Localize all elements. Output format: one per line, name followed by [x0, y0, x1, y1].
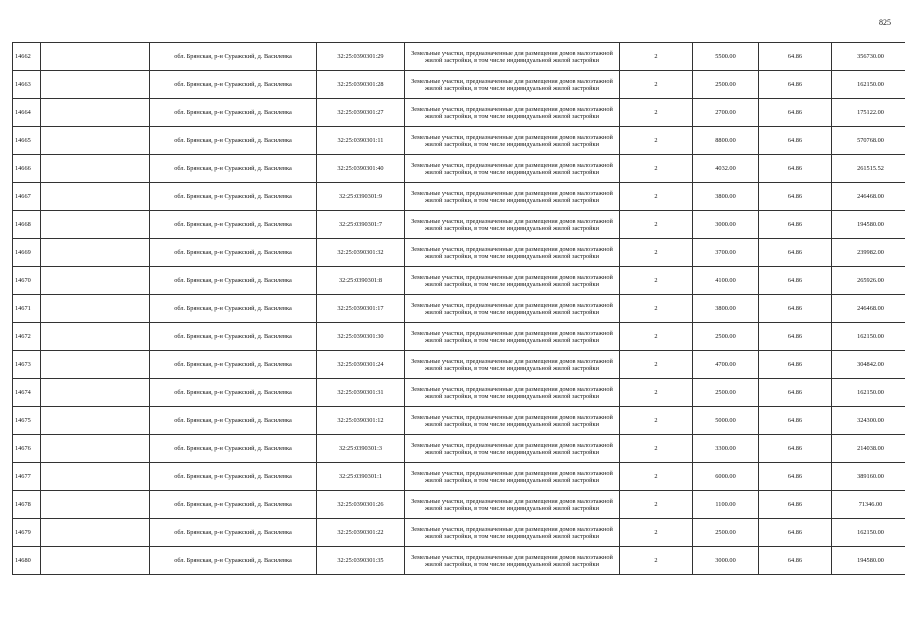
- rate-cell: 64.86: [759, 295, 832, 323]
- cadastral-value-cell: 389160.00: [832, 463, 905, 491]
- rate-cell: 64.86: [759, 239, 832, 267]
- table-row: [13, 379, 905, 407]
- area-cell: 3800.00: [693, 183, 759, 211]
- page-number: 825: [879, 18, 891, 27]
- rate-cell: 64.86: [759, 155, 832, 183]
- rate-cell: 64.86: [759, 351, 832, 379]
- cadastral-number-cell: 32:25:0390301:27: [317, 99, 405, 127]
- rate-cell: 64.86: [759, 379, 832, 407]
- cadastral-number-cell: 32:25:0390301:26: [317, 491, 405, 519]
- address-cell: обл. Брянская, р-н Суражский, д. Василевка: [150, 323, 317, 351]
- category-cell: 2: [620, 407, 693, 435]
- address-cell: обл. Брянская, р-н Суражский, д. Василевка: [150, 267, 317, 295]
- table-row: [13, 183, 905, 211]
- address-cell: обл. Брянская, р-н Суражский, д. Василевка: [150, 491, 317, 519]
- category-cell: 2: [620, 351, 693, 379]
- row-spacer: [41, 211, 150, 239]
- cadastral-value-cell: 304842.00: [832, 351, 905, 379]
- row-spacer: [41, 239, 150, 267]
- cadastral-number-cell: 32:25:0390301:8: [317, 267, 405, 295]
- land-use-cell: Земельные участки, предназначенные для размещения домов малоэтажной жилой застройки, в том числе индивидуальной жилой застройки: [405, 323, 620, 351]
- table-row: [13, 267, 905, 295]
- table-row: [13, 323, 905, 351]
- row-spacer: [41, 351, 150, 379]
- address-cell: обл. Брянская, р-н Суражский, д. Василевка: [150, 155, 317, 183]
- category-cell: 2: [620, 71, 693, 99]
- address-cell: обл. Брянская, р-н Суражский, д. Василевка: [150, 211, 317, 239]
- rate-cell: 64.86: [759, 519, 832, 547]
- table-row: [13, 547, 905, 575]
- table-row: [13, 71, 905, 99]
- row-spacer: [41, 547, 150, 575]
- category-cell: 2: [620, 295, 693, 323]
- address-cell: обл. Брянская, р-н Суражский, д. Василевка: [150, 99, 317, 127]
- area-cell: 5500.00: [693, 43, 759, 71]
- cadastral-value-cell: 194580.00: [832, 547, 905, 575]
- table-row: [13, 211, 905, 239]
- table-row: [13, 491, 905, 519]
- row-spacer: [41, 379, 150, 407]
- area-cell: 4100.00: [693, 267, 759, 295]
- row-number: 14678: [13, 491, 41, 519]
- address-cell: обл. Брянская, р-н Суражский, д. Василевка: [150, 295, 317, 323]
- row-number: 14677: [13, 463, 41, 491]
- land-use-cell: Земельные участки, предназначенные для размещения домов малоэтажной жилой застройки, в том числе индивидуальной жилой застройки: [405, 491, 620, 519]
- address-cell: обл. Брянская, р-н Суражский, д. Василевка: [150, 351, 317, 379]
- table-row: [13, 351, 905, 379]
- row-number: 14671: [13, 295, 41, 323]
- row-number: 14670: [13, 267, 41, 295]
- cadastral-value-cell: 214038.00: [832, 435, 905, 463]
- rate-cell: 64.86: [759, 71, 832, 99]
- area-cell: 6000.00: [693, 463, 759, 491]
- rate-cell: 64.86: [759, 43, 832, 71]
- rate-cell: 64.86: [759, 435, 832, 463]
- land-use-cell: Земельные участки, предназначенные для размещения домов малоэтажной жилой застройки, в том числе индивидуальной жилой застройки: [405, 407, 620, 435]
- category-cell: 2: [620, 379, 693, 407]
- table-row: [13, 519, 905, 547]
- land-use-cell: Земельные участки, предназначенные для размещения домов малоэтажной жилой застройки, в том числе индивидуальной жилой застройки: [405, 183, 620, 211]
- address-cell: обл. Брянская, р-н Суражский, д. Василевка: [150, 183, 317, 211]
- land-use-cell: Земельные участки, предназначенные для размещения домов малоэтажной жилой застройки, в том числе индивидуальной жилой застройки: [405, 99, 620, 127]
- area-cell: 2500.00: [693, 71, 759, 99]
- land-use-cell: Земельные участки, предназначенные для размещения домов малоэтажной жилой застройки, в том числе индивидуальной жилой застройки: [405, 519, 620, 547]
- land-use-cell: Земельные участки, предназначенные для размещения домов малоэтажной жилой застройки, в том числе индивидуальной жилой застройки: [405, 379, 620, 407]
- cadastral-value-cell: 356730.00: [832, 43, 905, 71]
- cadastral-value-cell: 71346.00: [832, 491, 905, 519]
- cadastral-value-cell: 265926.00: [832, 267, 905, 295]
- address-cell: обл. Брянская, р-н Суражский, д. Василевка: [150, 379, 317, 407]
- rate-cell: 64.86: [759, 491, 832, 519]
- area-cell: 2500.00: [693, 323, 759, 351]
- cadastral-number-cell: 32:25:0390301:1: [317, 463, 405, 491]
- row-number: 14674: [13, 379, 41, 407]
- row-spacer: [41, 43, 150, 71]
- rate-cell: 64.86: [759, 183, 832, 211]
- cadastral-number-cell: 32:25:0390301:3: [317, 435, 405, 463]
- row-number: 14669: [13, 239, 41, 267]
- cadastral-number-cell: 32:25:0390301:22: [317, 519, 405, 547]
- row-spacer: [41, 127, 150, 155]
- cadastral-number-cell: 32:25:0390301:30: [317, 323, 405, 351]
- cadastral-value-cell: 162150.00: [832, 379, 905, 407]
- row-spacer: [41, 155, 150, 183]
- table-row: [13, 295, 905, 323]
- cadastral-number-cell: 32:25:0390301:7: [317, 211, 405, 239]
- row-spacer: [41, 295, 150, 323]
- category-cell: 2: [620, 323, 693, 351]
- land-use-cell: Земельные участки, предназначенные для размещения домов малоэтажной жилой застройки, в том числе индивидуальной жилой застройки: [405, 295, 620, 323]
- area-cell: 2500.00: [693, 519, 759, 547]
- row-number: 14666: [13, 155, 41, 183]
- area-cell: 1100.00: [693, 491, 759, 519]
- cadastral-number-cell: 32:25:0390301:12: [317, 407, 405, 435]
- row-number: 14663: [13, 71, 41, 99]
- rate-cell: 64.86: [759, 267, 832, 295]
- category-cell: 2: [620, 127, 693, 155]
- area-cell: 2700.00: [693, 99, 759, 127]
- table-row: [13, 127, 905, 155]
- category-cell: 2: [620, 43, 693, 71]
- rate-cell: 64.86: [759, 463, 832, 491]
- cadastral-number-cell: 32:25:0390301:11: [317, 127, 405, 155]
- cadastral-value-cell: 162150.00: [832, 519, 905, 547]
- row-spacer: [41, 183, 150, 211]
- row-number: 14662: [13, 43, 41, 71]
- category-cell: 2: [620, 239, 693, 267]
- row-number: 14675: [13, 407, 41, 435]
- land-use-cell: Земельные участки, предназначенные для размещения домов малоэтажной жилой застройки, в том числе индивидуальной жилой застройки: [405, 547, 620, 575]
- cadastral-value-cell: 570768.00: [832, 127, 905, 155]
- category-cell: 2: [620, 183, 693, 211]
- table-row: [13, 43, 905, 71]
- category-cell: 2: [620, 155, 693, 183]
- cadastral-number-cell: 32:25:0390301:31: [317, 379, 405, 407]
- rate-cell: 64.86: [759, 323, 832, 351]
- land-use-cell: Земельные участки, предназначенные для размещения домов малоэтажной жилой застройки, в том числе индивидуальной жилой застройки: [405, 463, 620, 491]
- area-cell: 3300.00: [693, 435, 759, 463]
- area-cell: 4700.00: [693, 351, 759, 379]
- land-use-cell: Земельные участки, предназначенные для размещения домов малоэтажной жилой застройки, в том числе индивидуальной жилой застройки: [405, 71, 620, 99]
- address-cell: обл. Брянская, р-н Суражский, д. Василевка: [150, 519, 317, 547]
- rate-cell: 64.86: [759, 547, 832, 575]
- row-number: 14672: [13, 323, 41, 351]
- table-row: [13, 239, 905, 267]
- table-body: [13, 43, 905, 575]
- address-cell: обл. Брянская, р-н Суражский, д. Василевка: [150, 435, 317, 463]
- table-row: [13, 463, 905, 491]
- cadastral-value-cell: 239982.00: [832, 239, 905, 267]
- area-cell: 3000.00: [693, 547, 759, 575]
- row-spacer: [41, 323, 150, 351]
- address-cell: обл. Брянская, р-н Суражский, д. Василевка: [150, 239, 317, 267]
- cadastral-value-cell: 194580.00: [832, 211, 905, 239]
- cadastral-number-cell: 32:25:0390301:24: [317, 351, 405, 379]
- land-use-cell: Земельные участки, предназначенные для размещения домов малоэтажной жилой застройки, в том числе индивидуальной жилой застройки: [405, 267, 620, 295]
- area-cell: 4032.00: [693, 155, 759, 183]
- row-spacer: [41, 267, 150, 295]
- category-cell: 2: [620, 211, 693, 239]
- address-cell: обл. Брянская, р-н Суражский, д. Василевка: [150, 463, 317, 491]
- cadastral-value-cell: 246468.00: [832, 295, 905, 323]
- cadastral-number-cell: 32:25:0390301:29: [317, 43, 405, 71]
- row-number: 14668: [13, 211, 41, 239]
- cadastral-value-cell: 162150.00: [832, 323, 905, 351]
- row-spacer: [41, 519, 150, 547]
- cadastral-value-table: [12, 42, 905, 575]
- address-cell: обл. Брянская, р-н Суражский, д. Василевка: [150, 127, 317, 155]
- rate-cell: 64.86: [759, 127, 832, 155]
- cadastral-value-cell: 261515.52: [832, 155, 905, 183]
- table-row: [13, 407, 905, 435]
- cadastral-number-cell: 32:25:0390301:35: [317, 547, 405, 575]
- land-use-cell: Земельные участки, предназначенные для размещения домов малоэтажной жилой застройки, в том числе индивидуальной жилой застройки: [405, 239, 620, 267]
- area-cell: 3700.00: [693, 239, 759, 267]
- table-row: [13, 99, 905, 127]
- address-cell: обл. Брянская, р-н Суражский, д. Василевка: [150, 407, 317, 435]
- rate-cell: 64.86: [759, 211, 832, 239]
- address-cell: обл. Брянская, р-н Суражский, д. Василевка: [150, 71, 317, 99]
- area-cell: 2500.00: [693, 379, 759, 407]
- area-cell: 3000.00: [693, 211, 759, 239]
- category-cell: 2: [620, 463, 693, 491]
- category-cell: 2: [620, 491, 693, 519]
- row-number: 14665: [13, 127, 41, 155]
- cadastral-number-cell: 32:25:0390301:17: [317, 295, 405, 323]
- row-number: 14664: [13, 99, 41, 127]
- row-number: 14667: [13, 183, 41, 211]
- category-cell: 2: [620, 547, 693, 575]
- row-spacer: [41, 435, 150, 463]
- cadastral-number-cell: 32:25:0390301:32: [317, 239, 405, 267]
- area-cell: 3800.00: [693, 295, 759, 323]
- row-spacer: [41, 99, 150, 127]
- row-number: 14676: [13, 435, 41, 463]
- cadastral-value-cell: 324300.00: [832, 407, 905, 435]
- cadastral-value-cell: 175122.00: [832, 99, 905, 127]
- rate-cell: 64.86: [759, 407, 832, 435]
- land-use-cell: Земельные участки, предназначенные для размещения домов малоэтажной жилой застройки, в том числе индивидуальной жилой застройки: [405, 211, 620, 239]
- category-cell: 2: [620, 267, 693, 295]
- row-spacer: [41, 491, 150, 519]
- table-row: [13, 435, 905, 463]
- area-cell: 8800.00: [693, 127, 759, 155]
- row-spacer: [41, 463, 150, 491]
- cadastral-number-cell: 32:25:0390301:40: [317, 155, 405, 183]
- category-cell: 2: [620, 99, 693, 127]
- cadastral-value-cell: 162150.00: [832, 71, 905, 99]
- cadastral-value-cell: 246468.00: [832, 183, 905, 211]
- row-number: 14680: [13, 547, 41, 575]
- table-row: [13, 155, 905, 183]
- cadastral-number-cell: 32:25:0390301:28: [317, 71, 405, 99]
- category-cell: 2: [620, 435, 693, 463]
- land-use-cell: Земельные участки, предназначенные для размещения домов малоэтажной жилой застройки, в том числе индивидуальной жилой застройки: [405, 127, 620, 155]
- address-cell: обл. Брянская, р-н Суражский, д. Василевка: [150, 43, 317, 71]
- address-cell: обл. Брянская, р-н Суражский, д. Василевка: [150, 547, 317, 575]
- row-spacer: [41, 71, 150, 99]
- row-spacer: [41, 407, 150, 435]
- row-number: 14679: [13, 519, 41, 547]
- land-use-cell: Земельные участки, предназначенные для размещения домов малоэтажной жилой застройки, в том числе индивидуальной жилой застройки: [405, 155, 620, 183]
- row-number: 14673: [13, 351, 41, 379]
- land-use-cell: Земельные участки, предназначенные для размещения домов малоэтажной жилой застройки, в том числе индивидуальной жилой застройки: [405, 351, 620, 379]
- land-use-cell: Земельные участки, предназначенные для размещения домов малоэтажной жилой застройки, в том числе индивидуальной жилой застройки: [405, 43, 620, 71]
- rate-cell: 64.86: [759, 99, 832, 127]
- land-use-cell: Земельные участки, предназначенные для размещения домов малоэтажной жилой застройки, в том числе индивидуальной жилой застройки: [405, 435, 620, 463]
- area-cell: 5000.00: [693, 407, 759, 435]
- cadastral-number-cell: 32:25:0390301:9: [317, 183, 405, 211]
- category-cell: 2: [620, 519, 693, 547]
